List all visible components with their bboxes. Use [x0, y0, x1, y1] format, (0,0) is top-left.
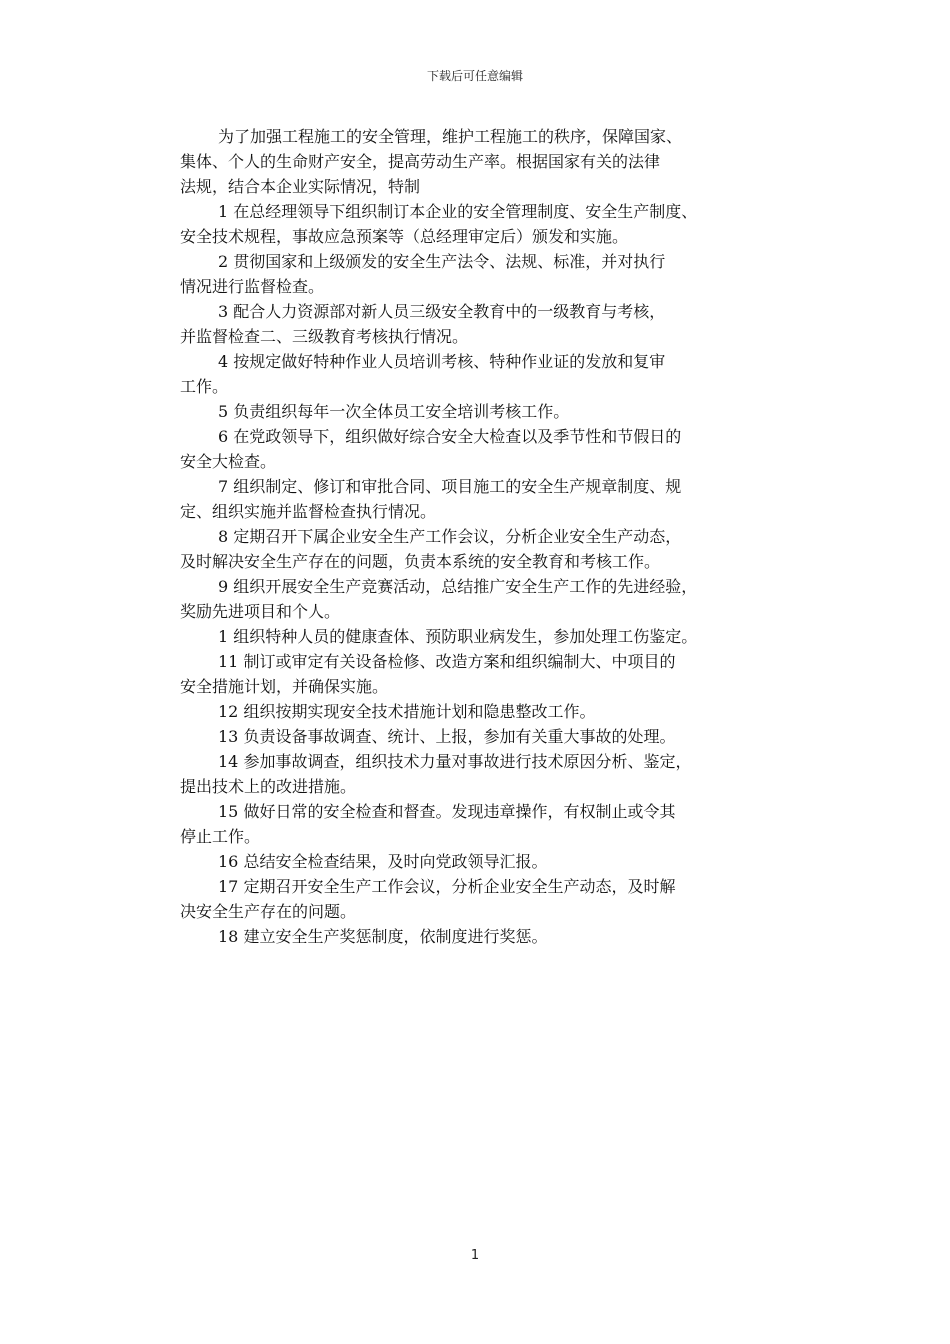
paragraph-item: 3 配合人力资源部对新人员三级安全教育中的一级教育与考核， 并监督检查二、三级教育考核执行情况。: [180, 302, 666, 346]
paragraph-item: 4 按规定做好特种作业人员培训考核、特种作业证的发放和复审 工作。: [180, 352, 666, 396]
paragraph-item: 12 组织按期实现安全技术措施计划和隐患整改工作。: [218, 702, 596, 721]
paragraph-item: 9 组织开展安全生产竞赛活动，总结推广安全生产工作的先进经验， 奖励先进项目和个人。: [180, 577, 698, 621]
paragraph-item: 16 总结安全检查结果，及时向党政领导汇报。: [218, 852, 548, 871]
paragraph-item: 2 贯彻国家和上级颁发的安全生产法令、法规、标准，并对执行 情况进行监督检查。: [180, 252, 666, 296]
document-body: [180, 124, 780, 949]
paragraph-item: 13 负责设备事故调查、统计、上报，参加有关重大事故的处理。: [218, 727, 676, 746]
paragraph-item: 15 做好日常的安全检查和督查。发现违章操作，有权制止或令其 停止工作。: [180, 802, 676, 846]
page-number: 1: [470, 1248, 480, 1263]
paragraph-intro: 为了加强工程施工的安全管理，维护工程施工的秩序，保障国家、 集体、个人的生命财产安全，提高劳动生产率。根据国家有关的法律 法规，结合本企业实际情况，特制: [180, 127, 683, 196]
paragraph-item: 5 负责组织每年一次全体员工安全培训考核工作。: [218, 402, 570, 421]
paragraph-item: 14 参加事故调查，组织技术力量对事故进行技术原因分析、鉴定， 提出技术上的改进措施。: [180, 752, 692, 796]
paragraph-item: 11 制订或审定有关设备检修、改造方案和组织编制大、中项目的 安全措施计划，并确保实施。: [180, 652, 676, 696]
paragraph-item: 8 定期召开下属企业安全生产工作会议，分析企业安全生产动态， 及时解决安全生产存在的问题，负责本系统的安全教育和考核工作。: [180, 527, 682, 571]
paragraph-item: 18 建立安全生产奖惩制度，依制度进行奖惩。: [218, 927, 548, 946]
paragraph-item: 7 组织制定、修订和审批合同、项目施工的安全生产规章制度、规 定、组织实施并监督检查执行情况。: [180, 477, 682, 521]
paragraph-item: 1 组织特种人员的健康查体、预防职业病发生，参加处理工伤鉴定。: [218, 627, 698, 646]
page-header: 下载后可任意编辑: [426, 69, 523, 83]
paragraph-item: 1 在总经理领导下组织制订本企业的安全管理制度、安全生产制度、 安全技术规程，事故应急预案等（总经理审定后）颁发和实施。: [180, 202, 698, 246]
paragraph-item: 17 定期召开安全生产工作会议，分析企业安全生产动态，及时解 决安全生产存在的问题。: [180, 877, 676, 921]
paragraph-item: 6 在党政领导下，组织做好综合安全大检查以及季节性和节假日的 安全大检查。: [180, 427, 682, 471]
